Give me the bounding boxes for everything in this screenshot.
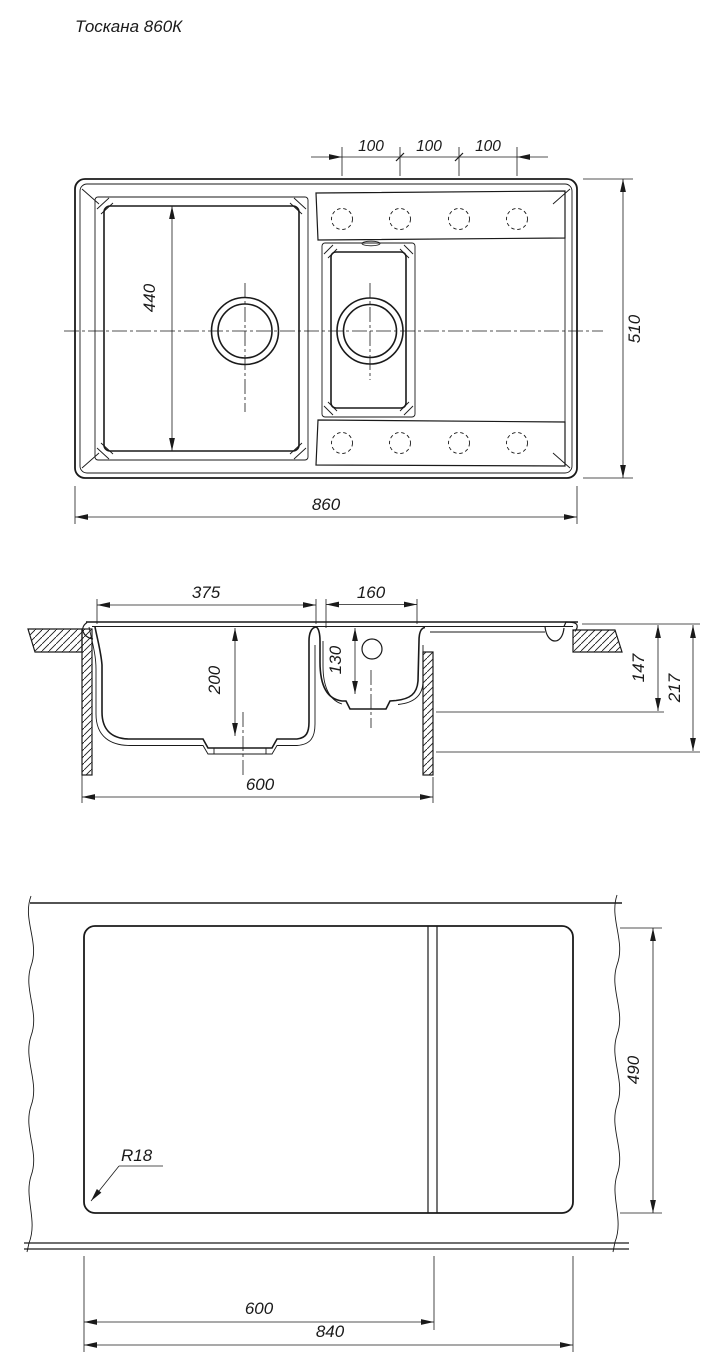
countertop-right-section (573, 630, 622, 652)
dim-hole-pitch-2: 100 (416, 138, 442, 155)
dim-overall-depth (583, 179, 644, 478)
dim-main-bowl-width-label: 375 (191, 583, 221, 602)
sink-profile (83, 622, 578, 754)
small-bowl-inner-edge (331, 252, 406, 408)
main-bowl-profile-inner (89, 627, 315, 754)
dim-corner-radius (91, 1146, 163, 1201)
main-bowl-corner-bevels (97, 198, 306, 459)
dim-overall-height-label: 217 (665, 673, 684, 703)
dim-bowl-length (140, 206, 172, 451)
dim-cutout-depth (620, 928, 662, 1213)
dim-overall-width-label: 860 (311, 495, 341, 514)
break-line-left (27, 896, 34, 1252)
dim-base-cabinet-width-label: 600 (245, 775, 275, 794)
dim-cutout-width-label: 840 (315, 1322, 345, 1341)
break-line-right (613, 895, 620, 1252)
dim-hole-pitch-1: 100 (358, 138, 384, 155)
sink-outer-edge-inner-line (80, 184, 572, 473)
dim-overall-width (75, 486, 577, 524)
dim-cutout-width (84, 1256, 573, 1352)
dim-cutout-depth-label: 490 (624, 1055, 643, 1085)
dim-corner-radius-label: R18 (121, 1146, 153, 1165)
drawing-title: Тоскана 860К (75, 17, 183, 36)
dim-main-bowl-depth-label: 200 (205, 665, 224, 695)
dim-hole-pitch-3: 100 (475, 138, 501, 155)
dim-left-to-divider-label: 600 (244, 1299, 274, 1318)
small-bowl-rim (322, 243, 415, 417)
dim-small-bowl-depth (326, 628, 355, 694)
section-view (28, 583, 700, 803)
dim-overall-depth-label: 510 (625, 314, 644, 344)
overflow-hole-section (362, 639, 382, 659)
dim-main-bowl-depth (205, 628, 235, 736)
overflow-slot (362, 241, 380, 246)
sink-outer-edge (75, 179, 577, 478)
cabinet-left-wall-section (82, 629, 92, 775)
sink-corner-bevels (82, 189, 570, 468)
upper-faucet-deck (316, 191, 565, 240)
dim-left-to-divider (84, 1256, 434, 1352)
dim-base-cabinet-width (82, 774, 433, 803)
main-bowl (95, 197, 308, 460)
dim-overall-height (665, 625, 693, 751)
dim-hole-pitches (311, 138, 548, 176)
top-view (64, 138, 644, 524)
cabinet-right-wall-section (423, 652, 433, 775)
cutout-outline (84, 926, 573, 1213)
dim-rim-to-ledge-height (629, 625, 658, 711)
dim-small-bowl-depth-label: 130 (326, 645, 345, 675)
dim-small-bowl-width-label: 160 (356, 583, 386, 602)
reference-lines (243, 624, 700, 777)
main-bowl-rim (95, 197, 308, 460)
countertop-left-section (28, 629, 82, 652)
dim-bowl-length-label: 440 (140, 283, 159, 313)
main-bowl-inner-edge (104, 206, 299, 451)
cutout-view (24, 895, 662, 1352)
small-bowl (322, 241, 415, 417)
dim-main-bowl-width (97, 583, 316, 624)
dim-rim-to-ledge-height-label: 147 (629, 653, 648, 683)
drainboard-groove (545, 627, 564, 642)
